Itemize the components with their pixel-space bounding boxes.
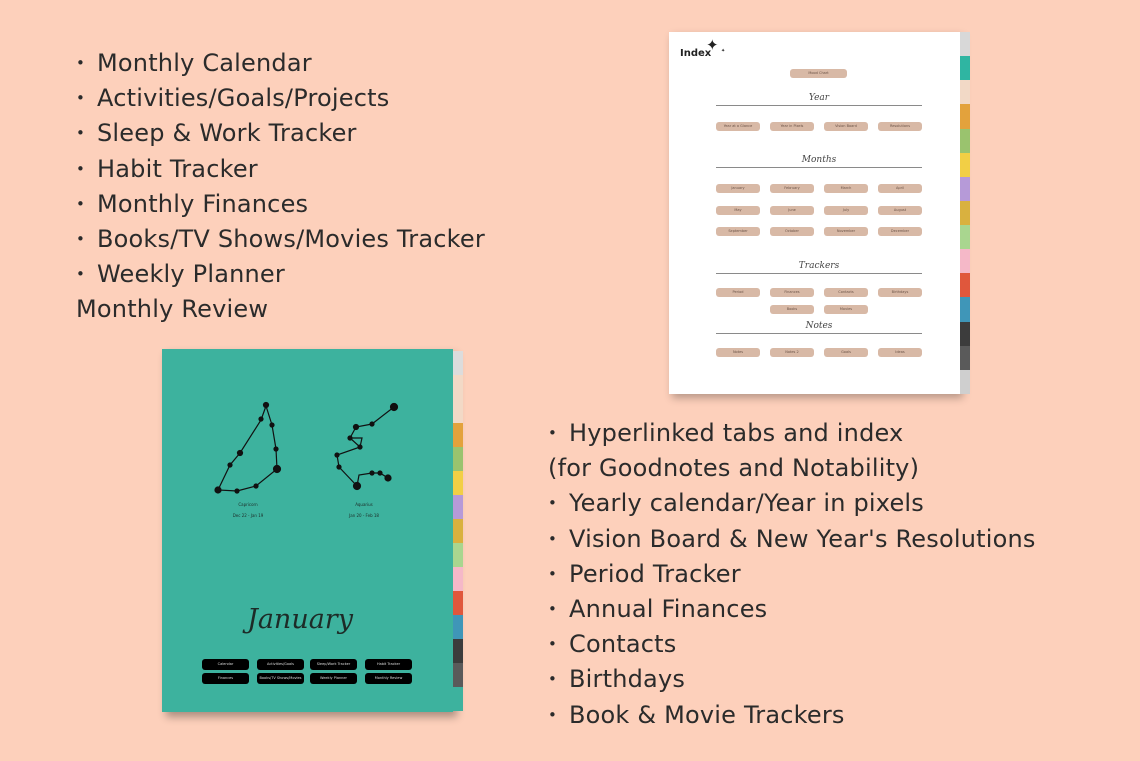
- feature-text: Sleep & Work Tracker: [97, 119, 357, 148]
- january-nav-button[interactable]: Sleep/Work Tracker: [310, 659, 357, 670]
- january-nav-button[interactable]: Weekly Planner: [310, 673, 357, 684]
- month-tab[interactable]: [453, 663, 463, 687]
- feature-text: Birthdays: [569, 665, 686, 694]
- feature-item: [76, 257, 485, 292]
- month-tab[interactable]: [960, 129, 970, 153]
- feature-text: Monthly Finances: [97, 189, 309, 218]
- january-nav-button[interactable]: Habit Tracker: [365, 659, 412, 670]
- bullet-icon: •: [548, 564, 558, 583]
- index-link-month[interactable]: June: [770, 206, 814, 215]
- index-link-tracker[interactable]: Movies: [824, 305, 868, 314]
- feature-text: Books/TV Shows/Movies Tracker: [97, 224, 485, 253]
- index-link-month[interactable]: November: [824, 227, 868, 236]
- index-heading-months: Months: [801, 155, 837, 165]
- feature-text: Yearly calendar/Year in pixels: [569, 489, 925, 518]
- index-link-notes[interactable]: Goals: [824, 348, 868, 357]
- index-link-notes[interactable]: Notes: [716, 348, 760, 357]
- sparkle-icon: ✦: [706, 36, 719, 54]
- feature-text: (for Goodnotes and Notability): [548, 454, 920, 483]
- feature-text: Annual Finances: [569, 594, 768, 623]
- index-link-month[interactable]: March: [824, 184, 868, 193]
- month-tab[interactable]: [960, 322, 970, 346]
- january-nav-button[interactable]: Calendar: [202, 659, 249, 670]
- january-page-preview: [162, 349, 453, 712]
- index-heading-trackers: Trackers: [798, 261, 840, 271]
- month-tab[interactable]: [453, 591, 463, 615]
- section-divider: [716, 105, 922, 106]
- constellations-illustration: [162, 349, 453, 509]
- bullet-icon: •: [548, 705, 558, 724]
- feature-text: Hyperlinked tabs and index: [569, 419, 904, 447]
- feature-item: [76, 292, 485, 327]
- bullet-icon: •: [76, 124, 86, 143]
- right-feature-list: [548, 416, 1036, 733]
- feature-item: [548, 416, 1036, 451]
- index-page-preview: [669, 32, 960, 394]
- index-heading-year: Year: [808, 93, 830, 103]
- feature-item: [548, 486, 1036, 521]
- feature-item: [76, 116, 485, 151]
- month-tab[interactable]: [960, 370, 970, 394]
- index-link-month[interactable]: August: [878, 206, 922, 215]
- month-tab[interactable]: [453, 543, 463, 567]
- index-link-month[interactable]: April: [878, 184, 922, 193]
- feature-text: Monthly Review: [76, 295, 269, 324]
- month-tab[interactable]: [960, 346, 970, 370]
- month-tab[interactable]: [453, 567, 463, 591]
- month-tab[interactable]: [960, 177, 970, 201]
- bullet-icon: •: [76, 229, 86, 248]
- month-tab[interactable]: [453, 495, 463, 519]
- feature-text: Vision Board & New Year's Resolutions: [569, 524, 1036, 553]
- bullet-icon: •: [76, 89, 86, 108]
- bullet-icon: •: [548, 670, 558, 689]
- month-tab[interactable]: [453, 519, 463, 543]
- january-tab-strip: [453, 351, 463, 711]
- feature-text: Period Tracker: [569, 559, 741, 588]
- feature-item: [76, 152, 485, 187]
- bullet-icon: •: [548, 529, 558, 548]
- index-title: Index: [680, 48, 712, 59]
- index-link-month[interactable]: February: [770, 184, 814, 193]
- bullet-icon: •: [76, 194, 86, 213]
- index-link-tracker[interactable]: Finances: [770, 288, 814, 297]
- month-tab[interactable]: [453, 615, 463, 639]
- bullet-icon: •: [548, 599, 558, 618]
- january-nav-button[interactable]: Monthly Review: [365, 673, 412, 684]
- bullet-icon: •: [76, 265, 86, 284]
- month-tab[interactable]: [960, 153, 970, 177]
- aquarius-constellation-icon: [335, 404, 398, 490]
- month-tab[interactable]: [960, 201, 970, 225]
- feature-item: [76, 46, 485, 81]
- section-divider: [716, 167, 922, 168]
- feature-item: [548, 627, 1036, 662]
- month-tab[interactable]: [960, 104, 970, 128]
- month-tab[interactable]: [453, 375, 463, 399]
- index-link-year[interactable]: Resolutions: [878, 122, 922, 131]
- month-tab[interactable]: [960, 249, 970, 273]
- month-tab[interactable]: [453, 471, 463, 495]
- month-tab[interactable]: [960, 297, 970, 321]
- month-tab[interactable]: [453, 399, 463, 423]
- bullet-icon: •: [548, 424, 558, 442]
- feature-item: [76, 187, 485, 222]
- feature-text: Contacts: [569, 630, 677, 659]
- month-tab[interactable]: [960, 80, 970, 104]
- left-feature-list: [76, 46, 485, 328]
- index-link-month[interactable]: December: [878, 227, 922, 236]
- feature-text: Activities/Goals/Projects: [97, 84, 390, 113]
- feature-item: [76, 222, 485, 257]
- feature-item: [548, 662, 1036, 697]
- section-divider: [716, 273, 922, 274]
- capricorn-name: Capricorn: [238, 502, 258, 507]
- index-link-year[interactable]: Year in Pixels: [770, 122, 814, 131]
- feature-item: [76, 81, 485, 116]
- bullet-icon: •: [548, 494, 558, 513]
- index-tab-strip: [960, 32, 970, 394]
- feature-text: Monthly Calendar: [97, 49, 312, 77]
- index-link-notes[interactable]: Notes 2: [770, 348, 814, 357]
- aquarius-name: Aquarius: [355, 502, 373, 507]
- feature-item: [548, 557, 1036, 592]
- feature-text: Weekly Planner: [97, 260, 285, 289]
- month-tab[interactable]: [960, 273, 970, 297]
- month-tab[interactable]: [453, 687, 463, 711]
- feature-text: Habit Tracker: [97, 154, 258, 183]
- feature-item: [548, 592, 1036, 627]
- feature-item: [548, 451, 1036, 486]
- index-link-year[interactable]: Year at a Glance: [716, 122, 760, 131]
- sparkle-small-icon: ✦: [721, 48, 726, 54]
- index-link-notes[interactable]: Ideas: [878, 348, 922, 357]
- index-link-month[interactable]: May: [716, 206, 760, 215]
- month-tab[interactable]: [453, 639, 463, 663]
- january-nav-button[interactable]: Finances: [202, 673, 249, 684]
- bullet-icon: •: [76, 159, 86, 178]
- index-heading-notes: Notes: [805, 321, 833, 331]
- month-tab[interactable]: [453, 351, 463, 375]
- index-link-tracker[interactable]: Period: [716, 288, 760, 297]
- month-tab[interactable]: [960, 32, 970, 56]
- month-tab[interactable]: [960, 56, 970, 80]
- bullet-icon: •: [76, 54, 86, 72]
- index-link-month[interactable]: October: [770, 227, 814, 236]
- aquarius-dates: Jan 20 - Feb 18: [349, 513, 379, 518]
- month-tab[interactable]: [453, 423, 463, 447]
- feature-text: Book & Movie Trackers: [569, 700, 845, 729]
- index-link-month[interactable]: July: [824, 206, 868, 215]
- january-nav-button[interactable]: Books/TV Shows/Movies: [257, 673, 304, 684]
- index-link-tracker[interactable]: Contacts: [824, 288, 868, 297]
- capricorn-dates: Dec 22 - Jan 19: [232, 513, 264, 518]
- january-nav-button[interactable]: Activities/Goals: [257, 659, 304, 670]
- january-title: January: [247, 604, 353, 635]
- month-tab[interactable]: [453, 447, 463, 471]
- month-tab[interactable]: [960, 225, 970, 249]
- capricorn-constellation-icon: [215, 403, 281, 494]
- index-link-month[interactable]: September: [716, 227, 760, 236]
- feature-item: [548, 698, 1036, 733]
- feature-item: [548, 522, 1036, 557]
- index-link-mood-chart[interactable]: Mood Chart: [790, 69, 847, 78]
- index-link-tracker[interactable]: Birthdays: [878, 288, 922, 297]
- bullet-icon: •: [548, 635, 558, 654]
- index-link-month[interactable]: January: [716, 184, 760, 193]
- section-divider: [716, 333, 922, 334]
- index-link-tracker[interactable]: Books: [770, 305, 814, 314]
- index-link-year[interactable]: Vision Board: [824, 122, 868, 131]
